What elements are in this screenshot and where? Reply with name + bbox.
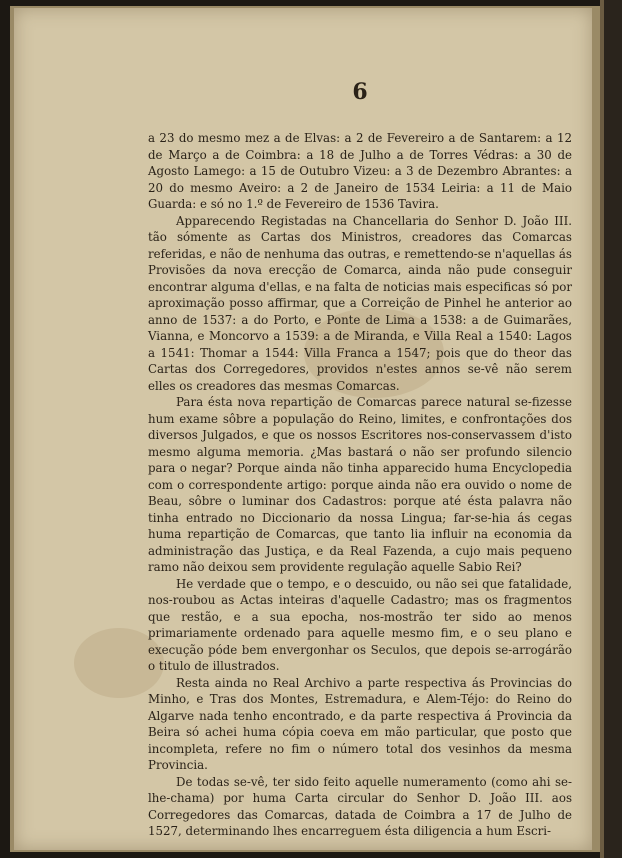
paragraph-cadastro: He verdade que o tempo, e o descuido, ou não sei que fatalidade, nos-roubou as Actas inteiras d'aquelle Cadastro; mas os fragmentos que restão, e a sua epocha, nos-mostrão ter sido ao menos primariamente ordenado para aquelle mesmo fim, e o seu plano e execução póde bem envergonhar os Seculos, que depois se-arrogárão o titulo de illustrados. — [148, 576, 572, 673]
binding-strip — [604, 0, 622, 858]
paragraph-real-archivo: Resta ainda no Real Archivo a parte respectiva ás Provincias do Minho, e Tras dos Montes, Estremadura, e Alem-Téjo: do Reino do Algarve nada tenho encontrado, e da parte respectiva á Provincia da Beira só achei huma cópia coeva em mão particular, que posto que incompleta, refere no fim o número total dos vesinhos da mesma Provincia. — [148, 675, 572, 772]
paragraph-numeramento: De todas se-vê, ter sido feito aquelle numeramento (como ahi se-lhe-chama) por huma Carta circular do Senhor D. João III. aos Corregedores das Comarcas, datada de Coimbra a 17 de Julho de 1527, determinando lhes encarreguem ésta diligencia a hum Escri- — [148, 774, 572, 838]
paragraph-chancellaria: Apparecendo Registadas na Chancellaria do Senhor D. João III. tão sómente as Cartas dos Ministros, creadores das Comarcas referidas, e não de nenhuma das outras, e remettendo-se n'aquellas ás Provisões da nova erecção de Comarca, ainda não pude conseguir encontrar alguma d'ellas, e na falta de noticias mais especificas só por aproximação posso affirmar, que a Correição de Pinhel he anterior ao anno de 1537: a do Porto, e Ponte de Lima a 1538: a de Guimarães, Vianna, e Moncorvo a 1539: a de Miranda, e Villa Real a 1540: Lagos a 1541: Thomar a 1544: Villa Franca a 1547; pois que do theor das Cartas dos Corregedores, providos n'estes annos se-vê não serem elles os creadores das mesmas Comarcas. — [148, 213, 572, 393]
paragraph-continuation: a 23 do mesmo mez a de Elvas: a 2 de Fevereiro a de Santarem: a 12 de Março a de Coimbra: a 18 de Julho a de Torres Védras: a 30 de Agosto Lamego: a 15 de Outubro Vizeu: a 3 de Dezembro Abrantes: a 20 do mesmo Aveiro: a 2 de Janeiro de 1534 Leiria: a 11 de Maio Guarda: e só no 1.º de Fevereiro de 1536 Tavira. — [148, 131, 572, 211]
text-block — [148, 79, 572, 840]
paragraph-repartição: Para ésta nova repartição de Comarcas parece natural se-fizesse hum exame sôbre a população do Reino, limites, e confrontações dos diversos Julgados, e que os nossos Escritores nos-conservassem d'isto mesmo alguma memoria. ¿Mas bastará o não ser profundo silencio para o negar? Porque ainda não tinha apparecido huma Encyclopedia com o correspondente artigo: porque ainda não era ouvido o nome de Beau, sôbre o luminar dos Cadastros: porque até ésta palavra não tinha entrado no Diccionario da nossa Lingua; far-se-hia ás cegas huma repartição de Comarcas, que tanto lia influir na economia da administração das Justiça, e da Real Fazenda, a cujo mais pequeno ramo não deixou sem providente regulação aquelle Sabio Rei? — [148, 395, 572, 574]
page-number: 6 — [352, 79, 368, 105]
